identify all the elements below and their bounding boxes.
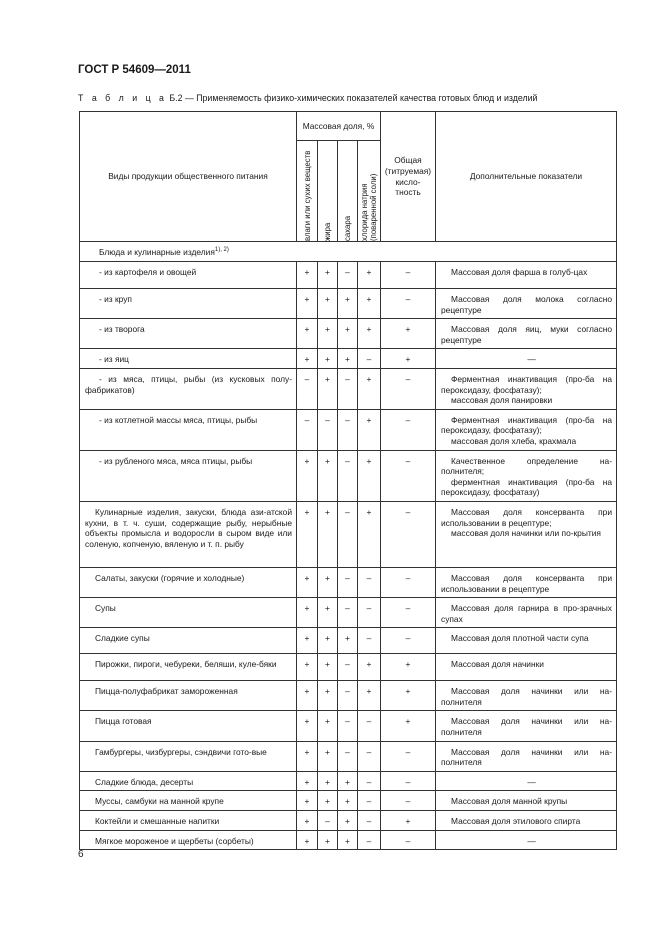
header-fat: жира: [323, 222, 332, 241]
indicator-mark: –: [297, 368, 318, 409]
product-name: - из котлетной массы мяса, птицы, рыбы: [80, 409, 297, 450]
indicator-mark: –: [381, 409, 436, 450]
indicator-mark: +: [297, 741, 318, 771]
additional-indicators: [436, 741, 617, 771]
indicator-mark: +: [338, 628, 358, 654]
table-caption: [78, 93, 537, 103]
indicator-mark: +: [381, 654, 436, 681]
indicator-mark: +: [381, 711, 436, 741]
table-row: [80, 628, 617, 654]
indicator-mark: +: [358, 681, 381, 711]
indicator-mark: +: [358, 450, 381, 501]
indicator-mark: –: [381, 791, 436, 811]
indicator-mark: –: [381, 628, 436, 654]
indicator-mark: +: [297, 262, 318, 289]
table-row: [80, 771, 617, 791]
indicator-mark: +: [318, 262, 338, 289]
indicator-mark: –: [358, 711, 381, 741]
indicator-mark: –: [338, 450, 358, 501]
indicator-mark: +: [318, 771, 338, 791]
table-row: [80, 830, 617, 850]
indicator-mark: +: [297, 598, 318, 628]
indicator-mark: –: [358, 741, 381, 771]
product-name: Пирожки, пироги, чебуреки, беляши, куле-бяки: [80, 654, 297, 681]
additional-indicators: [436, 368, 617, 409]
additional-line: Ферментная инактивация (про-ба на пероксидазу, фосфатазу);: [441, 414, 612, 436]
table-row: [80, 409, 617, 450]
indicator-mark: –: [381, 501, 436, 567]
indicator-mark: –: [381, 289, 436, 319]
table-row: [80, 319, 617, 349]
additional-line: Массовая доля начинки: [451, 659, 544, 670]
indicator-mark: +: [338, 811, 358, 831]
indicator-mark: –: [358, 791, 381, 811]
indicator-mark: –: [338, 741, 358, 771]
additional-indicators: [436, 654, 617, 681]
section-footnote: 1), 2): [214, 247, 229, 253]
indicator-mark: –: [381, 771, 436, 791]
indicator-mark: +: [338, 289, 358, 319]
additional-line: массовая доля панировки: [451, 395, 553, 406]
indicator-mark: –: [297, 409, 318, 450]
indicator-mark: +: [318, 681, 338, 711]
indicator-mark: +: [297, 830, 318, 850]
indicator-mark: +: [318, 711, 338, 741]
indicator-mark: –: [381, 598, 436, 628]
indicator-mark: –: [358, 567, 381, 597]
indicator-mark: +: [297, 349, 318, 369]
indicator-mark: +: [358, 409, 381, 450]
page-number: 6: [78, 849, 84, 860]
product-name: Гамбургеры, чизбургеры, сэндвичи гото-вые: [80, 741, 297, 771]
indicator-mark: –: [338, 598, 358, 628]
product-name: - из яиц: [80, 349, 297, 369]
table-row: [80, 501, 617, 567]
table-row: [80, 567, 617, 597]
table-row: [80, 262, 617, 289]
indicator-mark: –: [381, 741, 436, 771]
additional-indicators: [436, 319, 617, 349]
additional-line: Массовая доля яиц, муки согласно рецептуре: [441, 324, 612, 345]
indicator-mark: +: [318, 501, 338, 567]
indicator-mark: +: [297, 501, 318, 567]
product-name: Кулинарные изделия, закуски, блюда ази-атской кухни, в т. ч. суши, содержащие рыбу, нерыбные объекты промысла и водоросли в сыром виде или соленую, копченую, вяленую и т. п. рыбу: [80, 501, 297, 567]
indicator-mark: –: [338, 654, 358, 681]
indicator-mark: +: [297, 771, 318, 791]
indicator-mark: +: [381, 319, 436, 349]
table-row: [80, 654, 617, 681]
indicator-mark: +: [318, 567, 338, 597]
indicator-mark: +: [338, 771, 358, 791]
indicator-mark: –: [381, 830, 436, 850]
additional-line: —: [527, 835, 536, 846]
indicator-mark: –: [381, 262, 436, 289]
indicator-mark: +: [318, 450, 338, 501]
indicator-mark: +: [297, 289, 318, 319]
section-row: [80, 242, 617, 262]
additional-line: Ферментная инактивация (про-ба на пероксидазу, фосфатазу);: [441, 373, 612, 395]
indicator-mark: +: [358, 262, 381, 289]
additional-line: Массовая доля молока согласно рецептуре: [441, 294, 612, 315]
additional-indicators: [436, 711, 617, 741]
table-row: [80, 791, 617, 811]
product-name: Сладкие блюда, десерты: [80, 771, 297, 791]
additional-indicators: [436, 791, 617, 811]
table-row: [80, 368, 617, 409]
additional-line: —: [527, 776, 536, 787]
indicator-mark: +: [318, 791, 338, 811]
additional-indicators: [436, 567, 617, 597]
additional-indicators: [436, 830, 617, 850]
indicator-mark: –: [338, 368, 358, 409]
header-products: Виды продукции общественного питания: [80, 112, 297, 242]
additional-indicators: [436, 349, 617, 369]
indicator-mark: +: [318, 598, 338, 628]
additional-line: Массовая доля плотной части супа: [451, 633, 589, 644]
header-moisture: влаги или сухих веществ: [302, 150, 312, 241]
additional-line: Массовая доля фарша в голуб-цах: [451, 267, 588, 277]
additional-line: Качественное определение на-полнителя;: [441, 455, 612, 477]
indicator-mark: +: [318, 830, 338, 850]
indicator-mark: –: [318, 811, 338, 831]
caption-label: Т а б л и ц а: [78, 93, 167, 103]
indicator-mark: +: [297, 791, 318, 811]
header-salt: хлорида натрия (поваренной соли): [360, 173, 378, 241]
product-name: - из мяса, птицы, рыбы (из кусковых полу-фабрикатов): [80, 368, 297, 409]
indicator-mark: –: [381, 368, 436, 409]
additional-line: Массовая доля консерванта при использовании в рецептуре: [441, 572, 612, 594]
table-row: [80, 598, 617, 628]
indicator-mark: –: [358, 771, 381, 791]
indicator-mark: –: [358, 830, 381, 850]
additional-line: Массовая доля начинки или на-полнителя: [441, 746, 612, 768]
additional-line: массовая доля начинки или по-крытия: [451, 528, 601, 539]
indicator-mark: +: [338, 791, 358, 811]
indicator-mark: +: [318, 349, 338, 369]
indicator-mark: –: [381, 567, 436, 597]
indicator-mark: +: [318, 628, 338, 654]
product-name: - из круп: [80, 289, 297, 319]
header-acidity: Общая (титруемая) кисло-тность: [381, 112, 436, 242]
additional-indicators: [436, 681, 617, 711]
additional-indicators: [436, 409, 617, 450]
indicator-mark: –: [338, 711, 358, 741]
caption-text: Б.2 — Применяемость физико-химических показателей качества готовых блюд и изделий: [169, 93, 538, 103]
indicator-mark: –: [338, 681, 358, 711]
indicator-mark: +: [318, 741, 338, 771]
section-label: Блюда и кулинарные изделия: [99, 247, 215, 257]
additional-line: —: [527, 354, 536, 365]
applicability-table: [79, 111, 617, 850]
additional-indicators: [436, 628, 617, 654]
product-name: - из рубленого мяса, мяса птицы, рыбы: [80, 450, 297, 501]
product-name: Коктейли и смешанные напитки: [80, 811, 297, 831]
indicator-mark: +: [381, 681, 436, 711]
table-row: [80, 289, 617, 319]
additional-indicators: [436, 262, 617, 289]
indicator-mark: –: [338, 262, 358, 289]
document-title: ГОСТ Р 54609—2011: [78, 64, 191, 76]
indicator-mark: +: [297, 628, 318, 654]
product-name: Мягкое мороженое и щербеты (сорбеты): [80, 830, 297, 850]
indicator-mark: +: [358, 319, 381, 349]
additional-indicators: [436, 771, 617, 791]
indicator-mark: –: [338, 501, 358, 567]
indicator-mark: +: [338, 319, 358, 349]
indicator-mark: –: [358, 598, 381, 628]
indicator-mark: +: [338, 830, 358, 850]
additional-line: Массовая доля консерванта при использовании в рецептуре;: [441, 506, 612, 528]
indicator-mark: +: [358, 654, 381, 681]
indicator-mark: +: [297, 681, 318, 711]
header-sugar: сахара: [343, 215, 352, 241]
indicator-mark: –: [381, 450, 436, 501]
indicator-mark: +: [297, 567, 318, 597]
additional-indicators: [436, 289, 617, 319]
indicator-mark: +: [338, 349, 358, 369]
indicator-mark: –: [338, 567, 358, 597]
product-name: Салаты, закуски (горячие и холодные): [80, 567, 297, 597]
product-name: - из творога: [80, 319, 297, 349]
product-name: Пицца-полуфабрикат замороженная: [80, 681, 297, 711]
table-row: [80, 681, 617, 711]
indicator-mark: +: [297, 711, 318, 741]
additional-line: Массовая доля этилового спирта: [451, 816, 581, 827]
additional-indicators: [436, 450, 617, 501]
additional-indicators: [436, 501, 617, 567]
indicator-mark: +: [358, 289, 381, 319]
header-additional: Дополнительные показатели: [436, 112, 617, 242]
table-row: [80, 450, 617, 501]
indicator-mark: +: [297, 450, 318, 501]
indicator-mark: –: [358, 349, 381, 369]
table-row: [80, 811, 617, 831]
indicator-mark: +: [318, 319, 338, 349]
indicator-mark: +: [381, 349, 436, 369]
indicator-mark: +: [297, 319, 318, 349]
additional-line: Массовая доля гарнира в про-зрачных супах: [441, 603, 612, 624]
additional-line: Массовая доля начинки или на-полнителя: [441, 686, 612, 707]
indicator-mark: +: [318, 654, 338, 681]
table-body: [80, 242, 617, 850]
indicator-mark: +: [297, 811, 318, 831]
indicator-mark: –: [358, 628, 381, 654]
additional-indicators: [436, 598, 617, 628]
indicator-mark: +: [297, 654, 318, 681]
indicator-mark: +: [318, 289, 338, 319]
product-name: Сладкие супы: [80, 628, 297, 654]
indicator-mark: –: [338, 409, 358, 450]
table-row: [80, 349, 617, 369]
table-row: [80, 711, 617, 741]
indicator-mark: –: [318, 409, 338, 450]
product-name: Пицца готовая: [80, 711, 297, 741]
product-name: - из картофеля и овощей: [80, 262, 297, 289]
product-name: Супы: [80, 598, 297, 628]
additional-indicators: [436, 811, 617, 831]
indicator-mark: +: [381, 811, 436, 831]
table-row: [80, 741, 617, 771]
additional-line: ферментная инактивация (про-ба на пероксидазу, фосфатазу): [441, 476, 612, 498]
indicator-mark: +: [358, 501, 381, 567]
header-mass-fraction: Массовая доля, %: [297, 112, 381, 141]
indicator-mark: –: [358, 811, 381, 831]
additional-line: Массовая доля манной крупы: [451, 796, 568, 807]
indicator-mark: +: [358, 368, 381, 409]
indicator-mark: +: [318, 368, 338, 409]
additional-line: Массовая доля начинки или на-полнителя: [441, 716, 612, 738]
product-name: Муссы, самбуки на манной крупе: [80, 791, 297, 811]
additional-line: массовая доля хлеба, крахмала: [451, 435, 577, 446]
